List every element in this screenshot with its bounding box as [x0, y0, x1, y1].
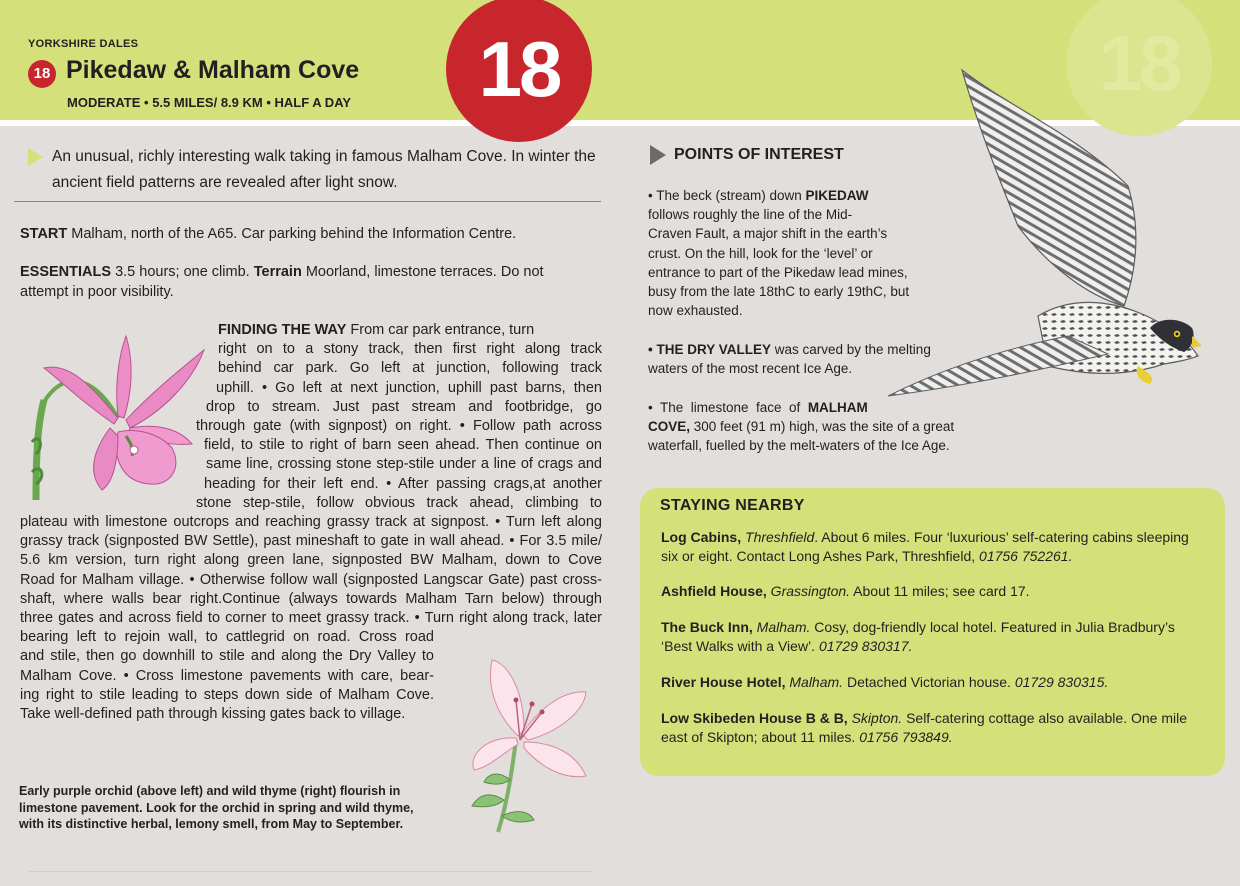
finding-the-way-heading: FINDING THE WAY — [218, 322, 347, 338]
way-line: behind car park. Go left at junction, following track — [218, 360, 602, 377]
poi-line: Craven Fault, a major shift in the earth’s — [648, 226, 888, 242]
way-line: three gates and across field to corner to meet grassy track. • Turn right along track, later — [20, 610, 602, 627]
way-line: field, to stile to right of barn seen ahead. Then continue on — [204, 437, 602, 454]
intro-line: An unusual, richly interesting walk taking in famous Malham Cove. In winter the — [52, 148, 596, 165]
accommodation-river-house-hotel: River House Hotel, Malham. Detached Victorian house. 01729 830315. — [661, 674, 1109, 690]
essentials-text: 3.5 hours; one climb. — [111, 264, 254, 280]
way-line: heading for their left end. • After passing crags,at another — [204, 475, 602, 492]
way-line: shaft, where walls bear right.Continue (always towards Malham Tarn below) through — [20, 590, 602, 607]
points-of-interest-heading: POINTS OF INTEREST — [674, 146, 844, 163]
way-line: Road for Malham village. • Otherwise follow wall (signposted Langscar Gate) past cross- — [20, 571, 602, 588]
illustration-caption — [19, 783, 459, 833]
intro-arrow-icon — [28, 148, 43, 166]
way-line: 5.6 km version, turn right along green lane, signposted BW Malham, down to Cove — [20, 552, 602, 569]
accommodation-ashfield-house: Ashfield House, Grassington. About 11 miles; see card 17. — [661, 583, 1030, 599]
wild-thyme-illustration — [458, 650, 598, 835]
way-line: and stile, then go downhill to stile and along the Dry Valley to — [20, 648, 434, 665]
way-line: drop to stream. Just past stream and footbridge, go — [206, 398, 602, 415]
poi-line: crust. On the hill, look for the ‘level’ or — [648, 245, 873, 261]
poi-line: follows roughly the line of the Mid- — [648, 207, 853, 223]
caption-line: Early purple orchid (above left) and wild thyme (right) flourish in — [19, 784, 401, 798]
big-walk-number: 18 — [446, 0, 592, 142]
poi-arrow-icon — [650, 145, 666, 165]
essentials-label: ESSENTIALS — [20, 264, 112, 280]
poi-item-dry-valley: • THE DRY VALLEY was carved by the melting waters of the most recent Ice Age. — [648, 340, 931, 378]
start-text: Malham, north of the A65. Car parking behind the Information Centre. — [67, 226, 517, 242]
poi-line: waters of the most recent Ice Age. — [648, 361, 853, 377]
accommodation-low-skibeden-house: Low Skibeden House B & B, Skipton. Self-catering cottage also available. One mile east of Skipton; about 11 miles. 01756 793849. — [661, 710, 1188, 745]
phone-number: 01756 793849. — [859, 728, 953, 745]
intro-text — [52, 144, 612, 196]
way-line: Take well-defined path through kissing gates back to village. — [20, 706, 406, 723]
way-line: ing right to stile leading to steps down side of Malham Cove. — [20, 686, 434, 703]
way-line: plateau with limestone outcrops and reaching grassy track at signpost. • Turn left along — [20, 514, 602, 531]
essentials-line: attempt in poor visibility. — [20, 283, 174, 300]
way-line: bearing left to rejoin wall, to cattlegrid on road. Cross road — [20, 629, 434, 646]
way-line: same line, crossing stone step-stile under a line of crags and — [206, 456, 602, 473]
walk-number-badge: 18 — [28, 60, 56, 88]
way-line: Malham Cove. • Cross limestone pavements with care, bear- — [20, 667, 434, 684]
accommodation-log-cabins: Log Cabins, Threshfield. About 6 miles. Four ‘luxurious’ self-catering cabins sleeping six or eight. Contact Long Ashes Park, Threshfield, 01756 752261. — [661, 529, 1189, 564]
walk-summary: MODERATE • 5.5 MILES/ 8.9 KM • HALF A DAY — [67, 95, 352, 110]
poi-line: busy from the late 18thC to early 19thC, but — [648, 284, 910, 300]
start-label: START — [20, 226, 68, 242]
poi-item-malham-cove: • The limestone face of MALHAM COVE, 300 feet (91 m) high, was the site of a great waterfall, fuelled by the melt-waters of the Ice Age. — [648, 398, 954, 456]
page-title: Pikedaw & Malham Cove — [66, 56, 360, 84]
terrain-text: Moorland, limestone terraces. Do not — [301, 264, 544, 280]
poi-line: waterfall, fuelled by the melt-waters of the Ice Age. — [648, 438, 950, 454]
staying-nearby-heading: STAYING NEARBY — [660, 497, 805, 514]
way-line: FINDING THE WAY From car park entrance, turn — [218, 322, 535, 338]
poi-line: entrance to part of the Pikedaw lead mines, — [648, 264, 908, 280]
way-line: through gate (with signpost) on right. • Follow path across — [196, 418, 602, 435]
way-line: right on to a stony track, then first right along track — [218, 341, 602, 358]
intro-line: ancient field patterns are revealed after light snow. — [52, 174, 398, 191]
phone-number: 01729 830315. — [1014, 674, 1109, 690]
region-label: YORKSHIRE DALES — [28, 38, 139, 50]
accommodation-buck-inn: The Buck Inn, Malham. Cosy, dog-friendly local hotel. Featured in Julia Bradbury’s ‘Best Walks with a View’. 01729 830317. — [661, 619, 1175, 654]
bottom-divider — [28, 871, 592, 872]
phone-number: 01729 830317. — [818, 637, 913, 654]
caption-line: limestone pavement. Look for the orchid in spring and wild thyme, — [19, 800, 414, 815]
terrain-label: Terrain — [253, 264, 302, 280]
way-line: uphill. • Go left at next junction, uphill past barns, then — [216, 379, 602, 396]
way-line: stone step-stile, follow obvious track ahead, climbing to — [196, 494, 602, 511]
way-line: grassy track (signposted BW Settle), past mineshaft to gate in wall ahead. • For 3.5 mile/ — [20, 533, 602, 550]
phone-number: 01756 752261. — [979, 547, 1073, 564]
intro-divider — [14, 201, 601, 202]
poi-line: now exhausted. — [648, 303, 743, 319]
ghost-walk-number: 18 — [1066, 0, 1212, 136]
poi-item-pikedaw: • The beck (stream) down PIKEDAW follows roughly the line of the Mid- Craven Fault, a major shift in the earth’s crust. On the hill, look for the ‘level’ or entrance to part of the Pikedaw lead mines, busy from the late 18thC to early 19thC, but now exhausted. — [648, 186, 909, 320]
caption-line: with its distinctive herbal, lemony smell, from May to September. — [19, 817, 404, 831]
peregrine-falcon-illustration — [888, 66, 1206, 406]
start-paragraph — [20, 225, 516, 245]
essentials-paragraph — [20, 263, 544, 302]
